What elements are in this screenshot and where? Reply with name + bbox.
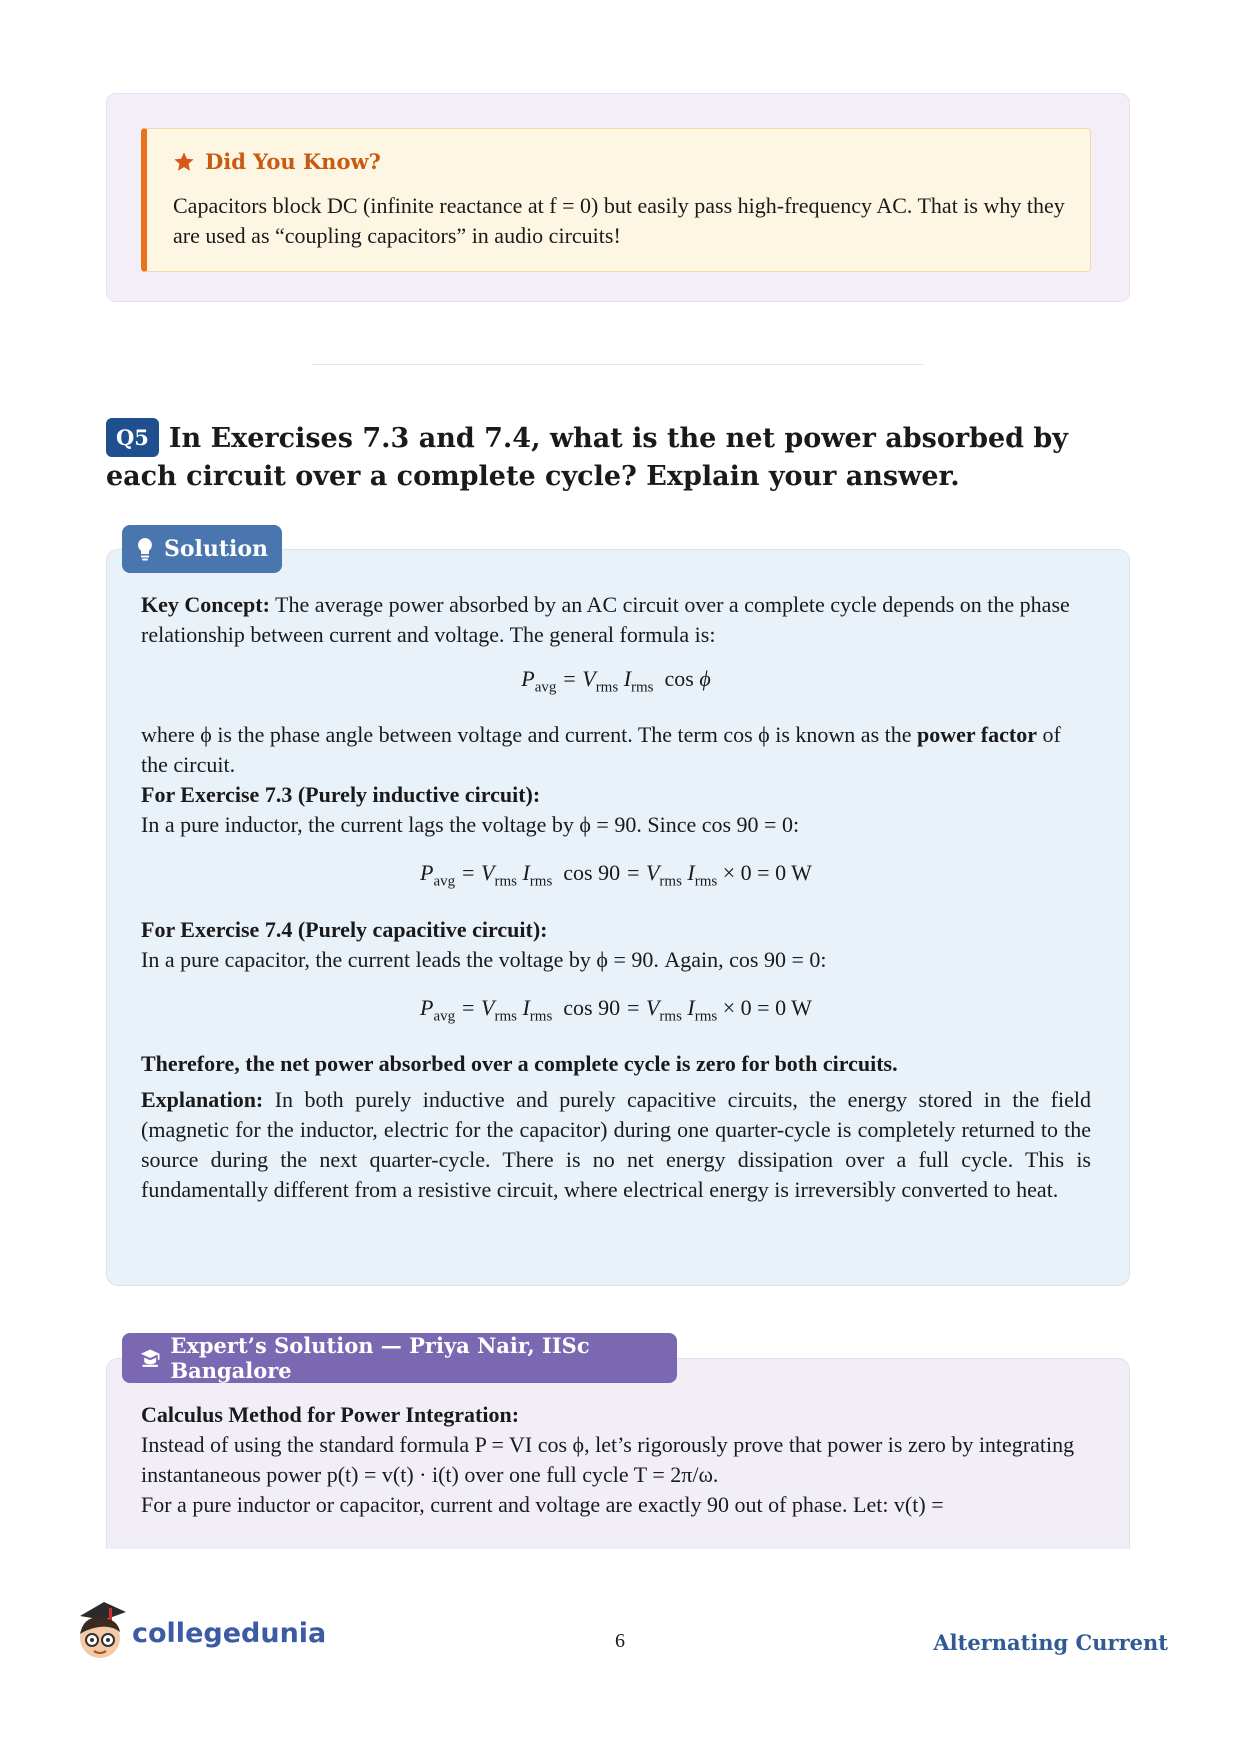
where-tail: of the circuit.: [141, 722, 1061, 778]
collegedunia-logo: [74, 1598, 326, 1668]
ex73-heading: For Exercise 7.3 (Purely inductive circuit):: [141, 782, 541, 808]
question-heading: [106, 420, 1136, 494]
graduate-icon: [140, 1347, 160, 1369]
explanation-label: Explanation:: [141, 1087, 264, 1113]
explanation-text: In both purely inductive and purely capacitive circuits, the energy stored in the field (magnetic for the inductor, electric for the capacitor) during one quarter-cycle is completely returned to the source during the next quarter-cycle. There is no net energy dissipation over a full cycle. This is fundamentally different from a resistive circuit, where electrical energy is irreversibly converted to heat.: [141, 1087, 1091, 1203]
key-concept-paragraph: [141, 590, 1091, 650]
star-icon: [173, 151, 195, 173]
ex74-heading: For Exercise 7.4 (Purely capacitive circuit):: [141, 916, 548, 942]
mascot-icon: [74, 1598, 128, 1668]
did-you-know-heading: [173, 149, 381, 174]
power-factor-term: power factor: [917, 722, 1037, 748]
expert-tab-label: Expert’s Solution — Priya Nair, IISc Bangalore: [170, 1333, 590, 1383]
solution-tab-label: Solution: [163, 536, 269, 562]
chapter-title: Alternating Current: [933, 1630, 1168, 1655]
lightbulb-icon: [136, 537, 154, 561]
formula-general: $P_{avg} = V_{rms}$ $I_{rms}$ cos ϕ: [521, 666, 711, 696]
did-you-know-text: Capacitors block DC (infinite reactance at f = 0) but easily pass high-frequency AC. That is why they are used as “coupling capacitors” in audio circuits!: [173, 193, 1065, 248]
formula-ex74: $P_{avg} = V_{rms}$ $I_{rms}$ $\cos 90 = V_{rms}$ $I_{rms} \times 0 = 0$ W: [420, 994, 812, 1025]
conclusion: Therefore, the net power absorbed over a complete cycle is zero for both circuits.: [141, 1051, 898, 1077]
question-badge: Q5: [106, 418, 159, 457]
expert-heading: Calculus Method for Power Integration:: [141, 1402, 520, 1427]
did-you-know-title: Did You Know?: [205, 149, 381, 174]
expert-content: [141, 1400, 1091, 1520]
power-factor-paragraph: [141, 720, 1091, 780]
solution-tab: [122, 525, 282, 573]
did-you-know-box: [141, 128, 1091, 272]
formula-ex73: $P_{avg} = V_{rms}$ $I_{rms}$ $\cos 90 = V_{rms}$ $I_{rms} \times 0 = 0$ W: [420, 860, 812, 890]
section-divider: [312, 364, 924, 365]
where-text: where ϕ is the phase angle between voltage and current. The term cos ϕ is known as the: [141, 722, 918, 748]
explanation-paragraph: [141, 1085, 1091, 1205]
page-number: 6: [615, 1630, 625, 1652]
expert-line-1: Instead of using the standard formula P = VI cos ϕ, let’s rigorously prove that power is zero by integrating instantaneous power p(t) = v(t) · i(t) over one full cycle T = 2π/ω.: [141, 1432, 1075, 1487]
solution-content: [141, 590, 1091, 1205]
key-concept-text: The average power absorbed by an AC circuit over a complete cycle depends on the phase relationship between current and voltage. The general formula is:: [141, 592, 1070, 647]
ex73-text: In a pure inductor, the current lags the voltage by ϕ = 90. Since cos 90 = 0:: [141, 812, 800, 838]
ex74-text: In a pure capacitor, the current leads the voltage by ϕ = 90. Again, cos 90 = 0:: [141, 946, 827, 972]
logo-text: collegedunia: [132, 1617, 327, 1649]
key-concept-label: Key Concept:: [141, 592, 270, 617]
expert-line-2: For a pure inductor or capacitor, current and voltage are exactly 90 out of phase. Let: v(t) =: [141, 1492, 944, 1517]
expert-solution-tab: [122, 1333, 677, 1383]
question-text: In Exercises 7.3 and 7.4, what is the net power absorbed by each circuit over a complete cycle? Explain your answer.: [106, 423, 1068, 492]
